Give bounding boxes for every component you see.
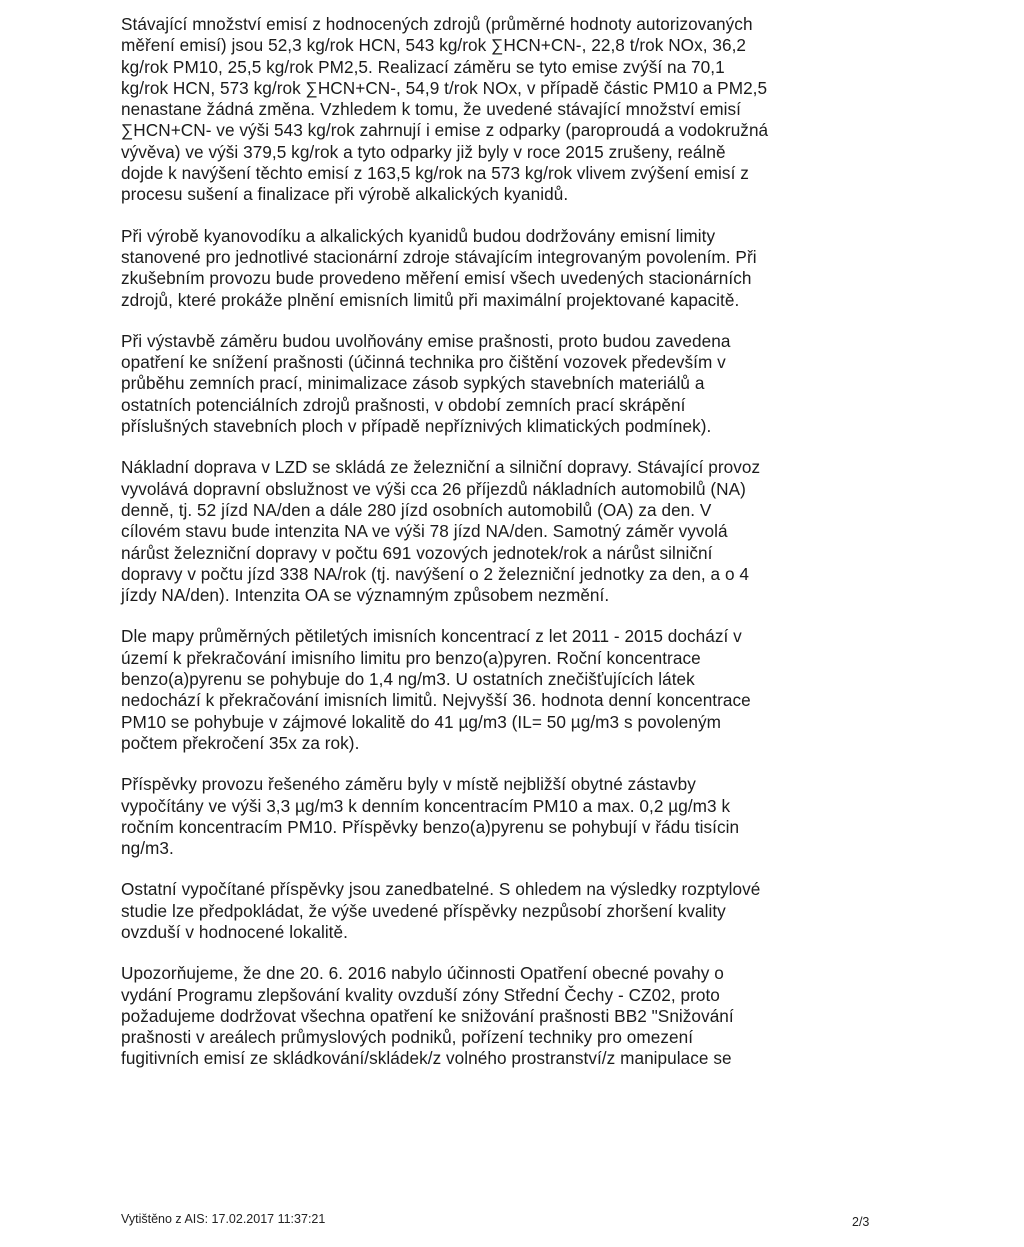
text-line: Ostatní vypočítané příspěvky jsou zanedbatelné. S ohledem na výsledky rozptylové	[121, 879, 761, 900]
text-line: ovzduší v hodnocené lokalitě.	[121, 921, 348, 942]
text-line: nenastane žádná změna. Vzhledem k tomu, že uvedené stávající množství emisí	[121, 99, 741, 120]
paragraph-emission-limits	[121, 226, 866, 311]
text-line: PM10 se pohybuje v zájmové lokalitě do 41 µg/m3 (IL= 50 µg/m3 s povoleným	[121, 711, 722, 732]
text-line: vyvolává dopravní obslužnost ve výši cca 26 příjezdů nákladních automobilů (NA)	[121, 478, 746, 499]
text-line: fugitivních emisí ze skládkování/skládek/z volného prostranství/z manipulace se	[121, 1048, 732, 1069]
text-line: Dle mapy průměrných pětiletých imisních koncentrací z let 2011 - 2015 dochází v	[121, 626, 742, 647]
text-line: počtem překročení 35x za rok).	[121, 732, 360, 753]
paragraph-dispersion-study	[121, 879, 866, 943]
text-line: studie lze předpokládat, že výše uvedené příspěvky nezpůsobí zhoršení kvality	[121, 900, 726, 921]
text-line: vypočítány ve výši 3,3 µg/m3 k denním koncentracím PM10 a max. 0,2 µg/m3 k	[121, 795, 731, 816]
text-line: území k překračování imisního limitu pro benzo(a)pyren. Roční koncentrace	[121, 647, 701, 668]
text-line: Stávající množství emisí z hodnocených zdrojů (průměrné hodnoty autorizovaných	[121, 14, 753, 34]
text-line: příslušných stavebních ploch v případě nepříznivých klimatických podmínek).	[121, 416, 712, 437]
text-line: kg/rok PM10, 25,5 kg/rok PM2,5. Realizací záměru se tyto emise zvýší na 70,1	[121, 56, 725, 77]
text-line: Příspěvky provozu řešeného záměru byly v místě nejbližší obytné zástavby	[121, 774, 696, 795]
text-line: ročním koncentracím PM10. Příspěvky benzo(a)pyrenu se pohybují v řádu tisícin	[121, 816, 740, 837]
text-line: ∑HCN+CN- ve výši 543 kg/rok zahrnují i emise z odparky (paroproudá a vodokružná	[121, 120, 769, 141]
text-line: stanovené pro jednotlivé stacionární zdroje stávajícím integrovaným povolením. Při	[121, 246, 757, 267]
text-line: dopravy v počtu jízd 338 NA/rok (tj. navýšení o 2 železniční jednotky za den, a o 4	[121, 563, 750, 584]
text-line: nedochází k překračování imisních limitů. Nejvyšší 36. hodnota denní koncentrace	[121, 690, 751, 711]
paragraph-construction-dust	[121, 331, 866, 437]
paragraph-transport	[121, 457, 866, 606]
text-line: zdrojů, které prokáže plnění emisních limitů při maximální projektované kapacitě.	[121, 289, 740, 310]
printed-timestamp: Vytištěno z AIS: 17.02.2017 11:37:21	[121, 1212, 326, 1226]
text-line: nárůst železniční dopravy v počtu 691 vozových jednotek/rok a nárůst silniční	[121, 542, 713, 563]
text-line: měření emisí) jsou 52,3 kg/rok HCN, 543 kg/rok ∑HCN+CN-, 22,8 t/rok NOx, 36,2	[121, 35, 747, 56]
document-body	[121, 14, 866, 1090]
text-line: Upozorňujeme, že dne 20. 6. 2016 nabylo účinnosti Opatření obecné povahy o	[121, 963, 724, 984]
text-line: ostatních potenciálních zdrojů prašnosti, v období zemních prací skrápění	[121, 394, 686, 415]
text-line: požadujeme dodržovat všechna opatření ke snižování prašnosti BB2 "Snižování	[121, 1005, 734, 1026]
paragraph-emissions	[121, 14, 866, 206]
text-line: procesu sušení a finalizace při výrobě alkalických kyanidů.	[121, 184, 569, 205]
text-line: ng/m3.	[121, 838, 174, 859]
text-line: zkušebním provozu bude provedeno měření emisí všech uvedených stacionárních	[121, 268, 752, 289]
text-line: Při výstavbě záměru budou uvolňovány emise prašnosti, proto budou zavedena	[121, 330, 731, 351]
text-line: benzo(a)pyrenu se pohybuje do 1,4 ng/m3. U ostatních znečišťujících látek	[121, 669, 695, 690]
text-line: vývěva) ve výši 379,5 kg/rok a tyto odparky již byly v roce 2015 zrušeny, reálně	[121, 141, 726, 162]
text-line: dojde k navýšení těchto emisí z 163,5 kg/rok na 573 kg/rok vlivem zvýšení emisí z	[121, 163, 749, 184]
text-line: vydání Programu zlepšování kvality ovzduší zóny Střední Čechy - CZ02, proto	[121, 984, 720, 1005]
text-line: cílovém stavu bude intenzita NA ve výši 78 jízd NA/den. Samotný záměr vyvolá	[121, 521, 728, 542]
paragraph-contributions	[121, 774, 866, 859]
text-line: Nákladní doprava v LZD se skládá ze železniční a silniční dopravy. Stávající provoz	[121, 457, 761, 478]
text-line: jízdy NA/den). Intenzita OA se významným způsobem nezmění.	[121, 585, 610, 606]
paragraph-immission-map	[121, 626, 866, 754]
text-line: Při výrobě kyanovodíku a alkalických kyanidů budou dodržovány emisní limity	[121, 225, 716, 246]
text-line: prašnosti v areálech průmyslových podniků, pořízení techniky pro omezení	[121, 1027, 694, 1048]
text-line: opatření ke snížení prašnosti (účinná technika pro čištění vozovek především v	[121, 352, 726, 373]
text-line: denně, tj. 52 jízd NA/den a dále 280 jízd osobních automobilů (OA) za den. V	[121, 499, 712, 520]
text-line: průběhu zemních prací, minimalizace zásob sypkých stavebních materiálů a	[121, 373, 705, 394]
paragraph-air-quality-program	[121, 963, 866, 1069]
text-line: kg/rok HCN, 573 kg/rok ∑HCN+CN-, 54,9 t/rok NOx, v případě částic PM10 a PM2,5	[121, 77, 768, 98]
page-number: 2/3	[852, 1215, 870, 1229]
